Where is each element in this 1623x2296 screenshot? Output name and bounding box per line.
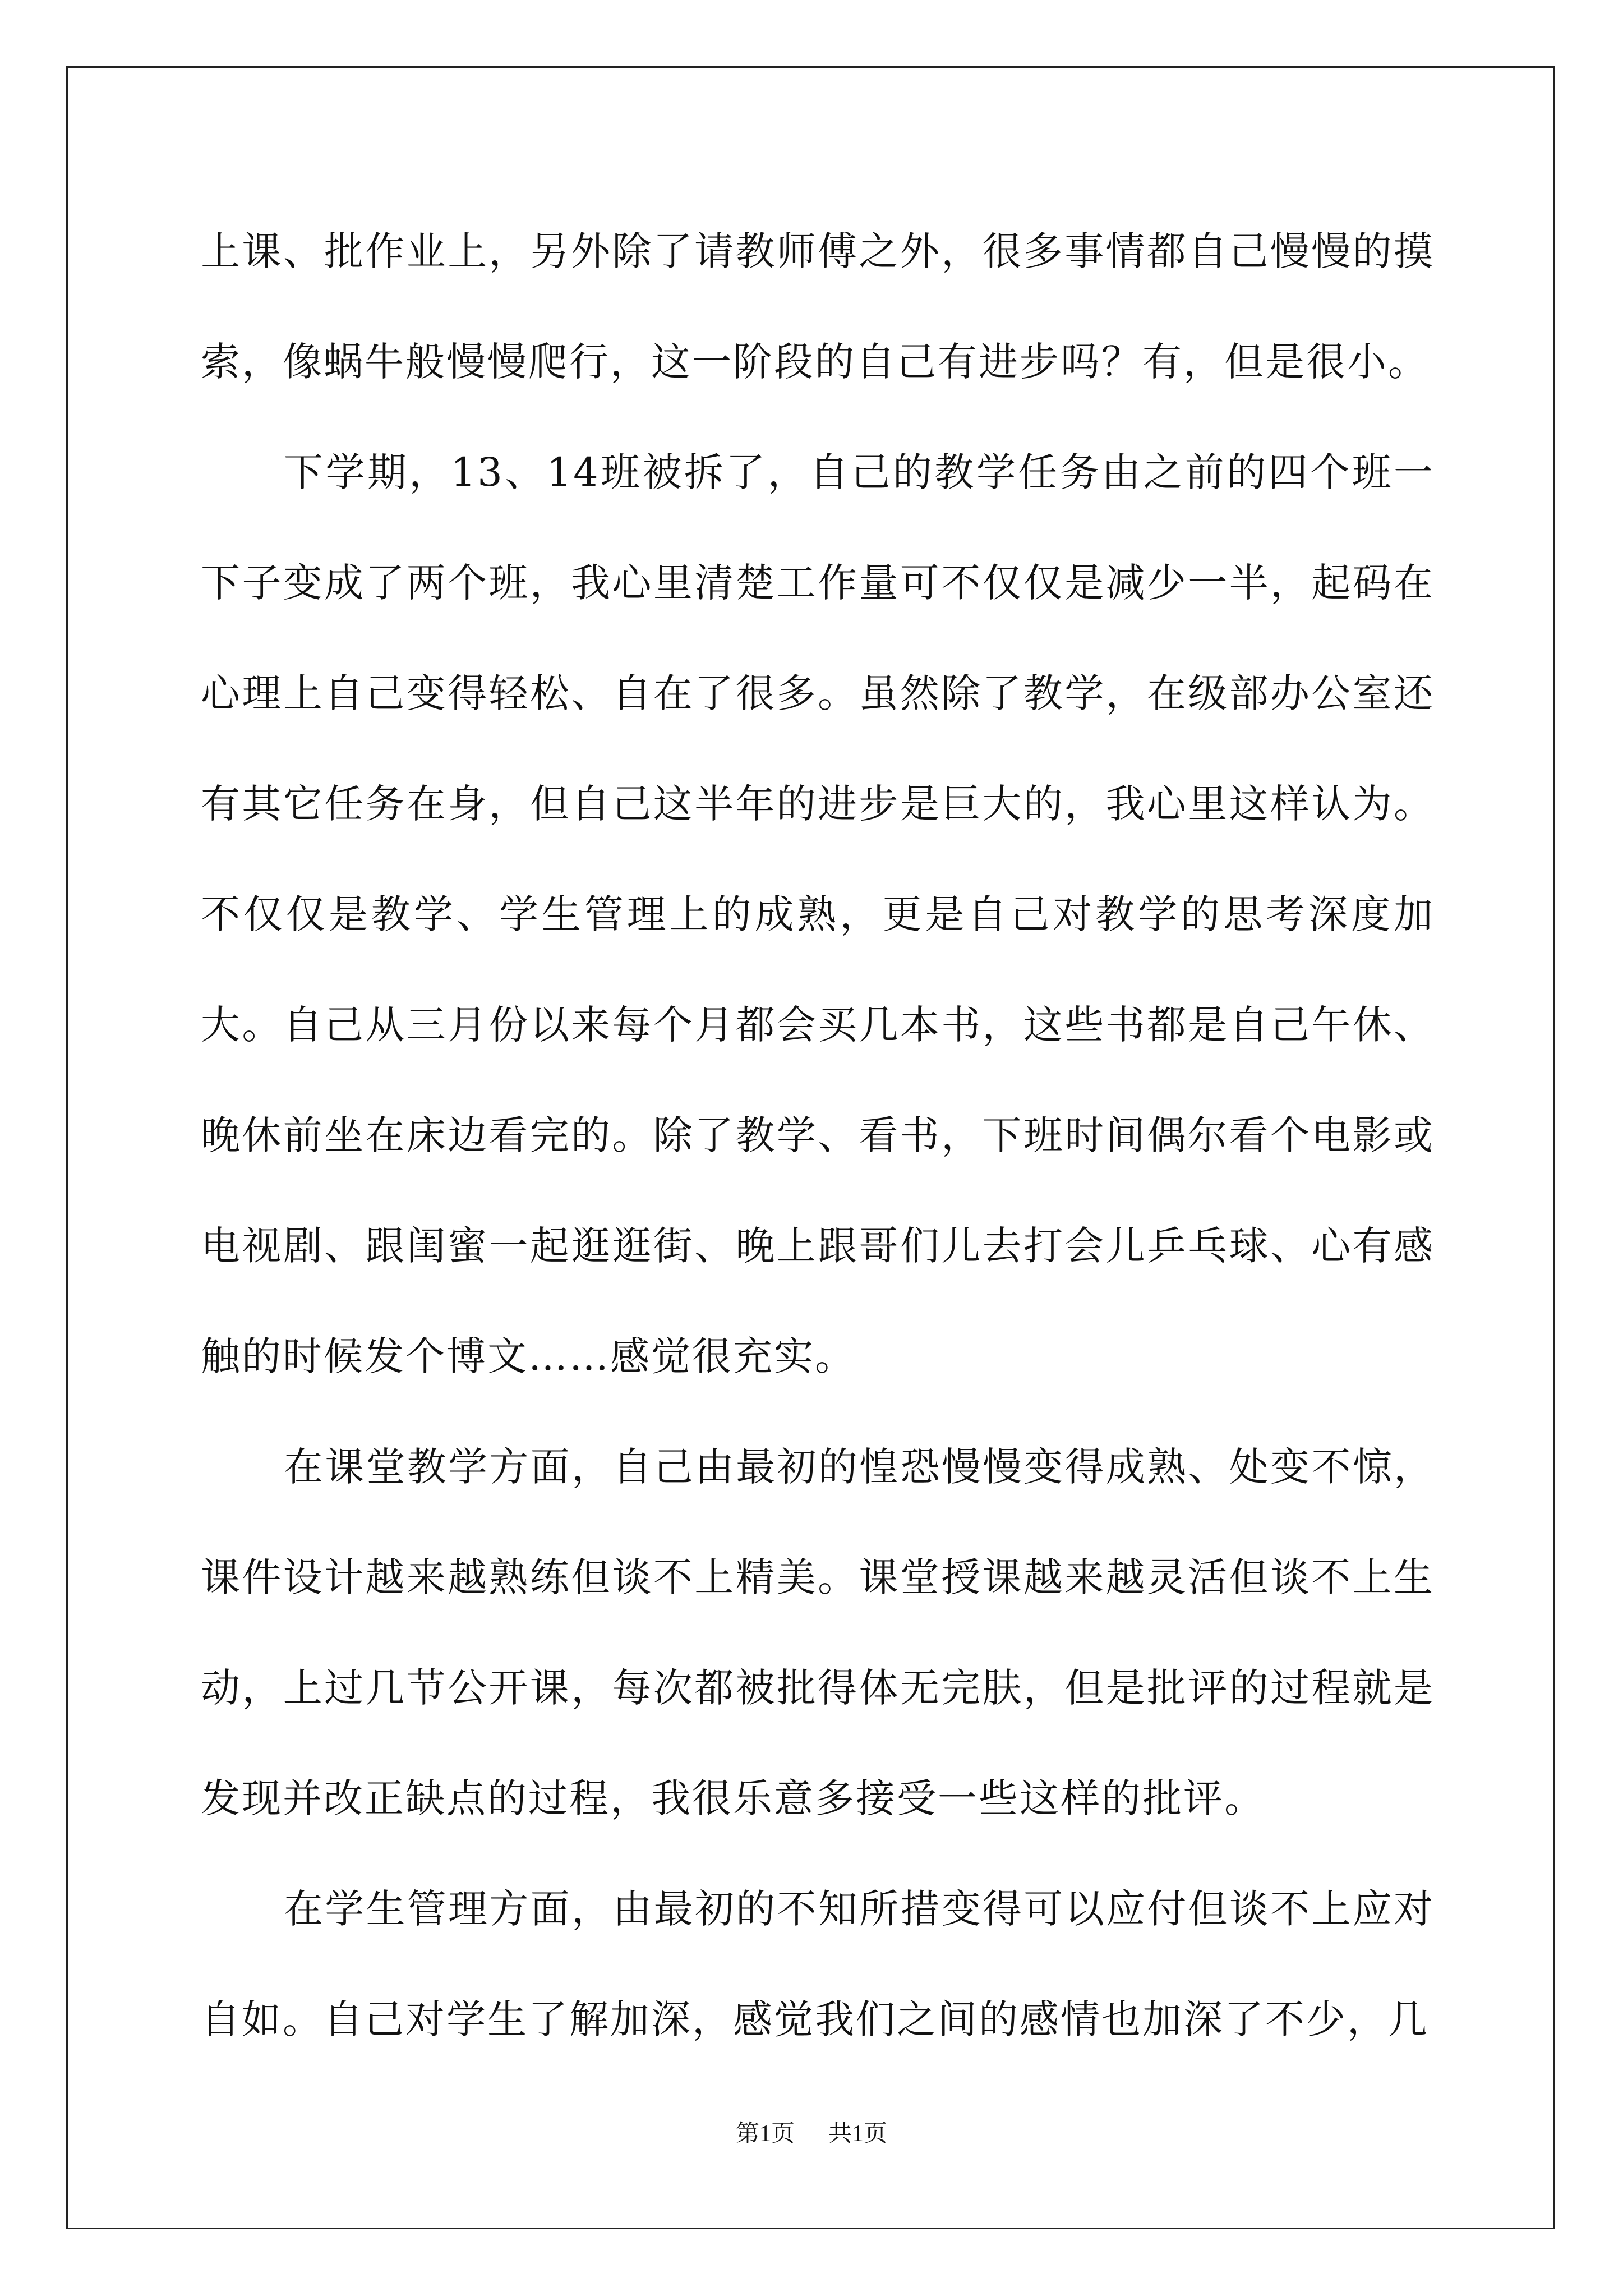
paragraph-4: 在学生管理方面，由最初的不知所措变得可以应付但谈不上应对自如。自己对学生了解加深，感觉我们之间的感情也加深了不少，几 (201, 1886, 1435, 2042)
paragraph-3: 在课堂教学方面，自己由最初的惶恐慢慢变得成熟、处变不惊，课件设计越来越熟练但谈不上精美。课堂授课越来越灵活但谈不上生动，上过几节公开课，每次都被批得体无完肤，但是批评的过程就是发现并改正缺点的过程，我很乐意多接受一些这样的批评。 (201, 1444, 1435, 1821)
page-footer (0, 2115, 1623, 2148)
document-body (201, 196, 1435, 2075)
page-number: 第1页 (735, 2121, 795, 2147)
paragraph-1: 上课、批作业上，另外除了请教师傅之外，很多事情都自己慢慢的摸索，像蜗牛般慢慢爬行，这一阶段的自己有进步吗？有，但是很小。 (201, 228, 1435, 385)
paragraph-2: 下学期，13、14班被拆了，自己的教学任务由之前的四个班一下子变成了两个班，我心里清楚工作量可不仅仅是减少一半，起码在心理上自己变得轻松、自在了很多。虽然除了教学，在级部办公室还有其它任务在身，但自己这半年的进步是巨大的，我心里这样认为。不仅仅是教学、学生管理上的成熟，更是自己对教学的思考深度加大。自己从三月份以来每个月都会买几本书，这些书都是自己午休、晚休前坐在床边看完的。除了教学、看书，下班时间偶尔看个电影或电视剧、跟闺蜜一起逛逛街、晚上跟哥们儿去打会儿乒乓球、心有感触的时候发个博文……感觉很充实。 (201, 449, 1435, 1379)
page-total: 共1页 (828, 2121, 888, 2147)
